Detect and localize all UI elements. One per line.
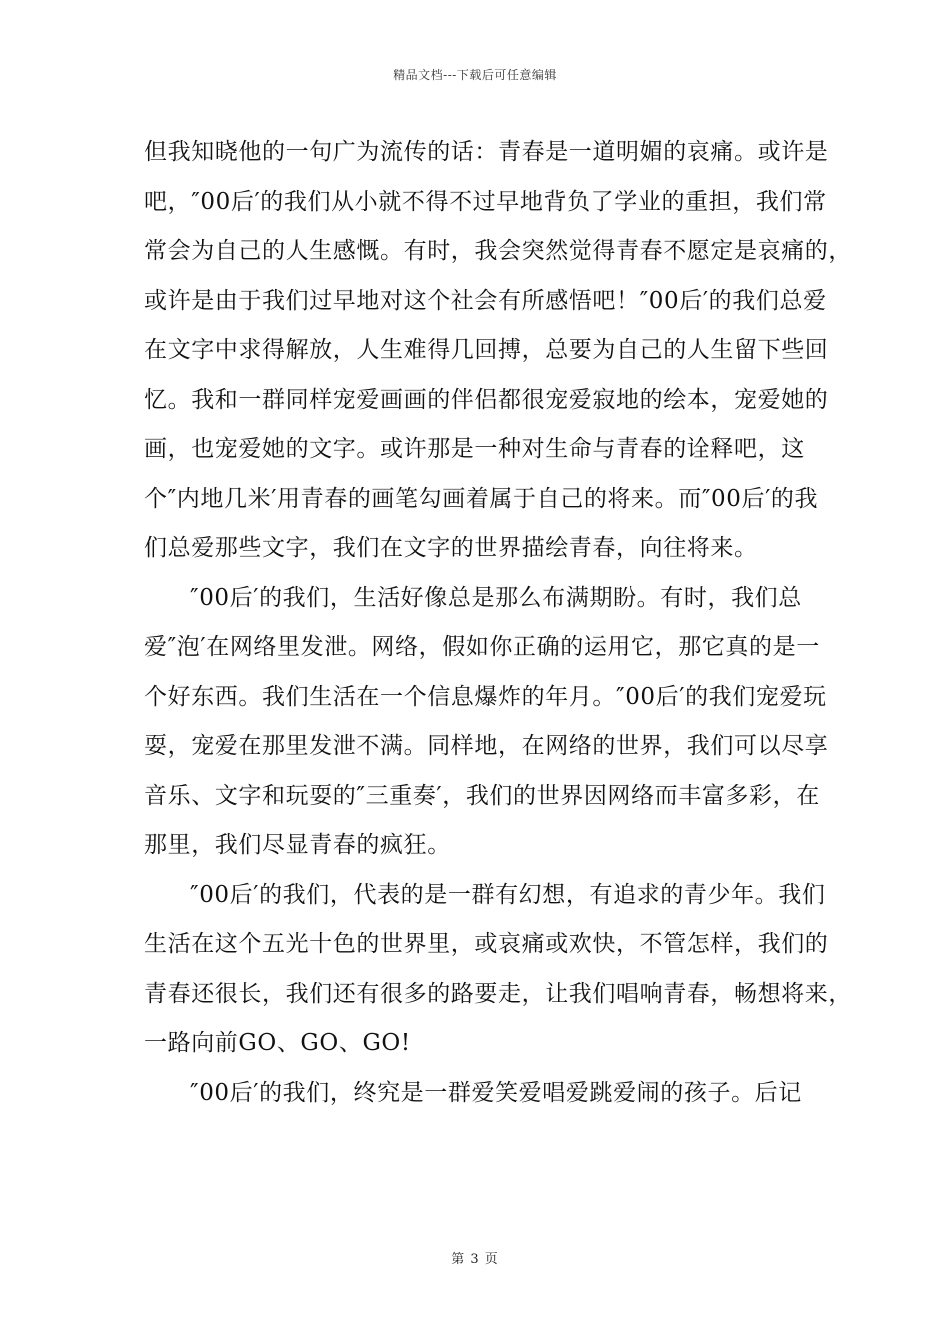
text-line: 一路向前GO、GO、GO! xyxy=(144,1030,411,1056)
page-number: 第 3 页 xyxy=(451,1252,499,1267)
text-line: 忆。我和一群同样宠爱画画的伴侣都很宠爱寂地的绘本，宠爱她的 xyxy=(144,386,829,413)
text-line: 生活在这个五光十色的世界里，或哀痛或欢快，不管怎样，我们的 xyxy=(144,931,829,957)
text-line: 们总爱那些文字，我们在文字的世界描绘青春，向往将来。 xyxy=(144,535,758,561)
text-line: 但我知晓他的一句广为流传的话：青春是一道明媚的哀痛。或许是 xyxy=(144,139,829,165)
document-body xyxy=(144,128,852,1118)
text-line: 在文字中求得解放，人生难得几回搏，总要为自己的人生留下些回 xyxy=(144,337,829,363)
text-line: 那里，我们尽显青春的疯狂。 xyxy=(144,832,451,858)
text-line: 青春还很长，我们还有很多的路要走，让我们唱响青春，畅想将来， xyxy=(144,980,852,1007)
text-line: 耍，宠爱在那里发泄不满。同样地，在网络的世界，我们可以尽享 xyxy=(144,733,829,759)
text-line: 爱″泡′在网络里发泄。网络，假如你正确的运用它，那它真的是一 xyxy=(144,634,820,660)
text-line: 画，也宠爱她的文字。或许那是一种对生命与青春的诠释吧，这 xyxy=(144,436,805,462)
text-line: ″00后′的我们，代表的是一群有幻想，有追求的青少年。我们 xyxy=(190,881,826,908)
text-line: 常会为自己的人生感慨。有时，我会突然觉得青春不愿定是哀痛的， xyxy=(144,238,852,264)
text-line: 吧，″00后′的我们从小就不得不过早地背负了学业的重担，我们常 xyxy=(144,188,827,215)
page-header: 精品文档---下载后可任意编辑 xyxy=(393,68,557,82)
text-line: ″00后′的我们，生活好像总是那么布满期盼。有时，我们总 xyxy=(190,584,802,611)
text-line: 个″内地几米′用青春的画笔勾画着属于自己的将来。而″00后′的我 xyxy=(144,485,819,512)
text-line: 音乐、文字和玩耍的″三重奏′，我们的世界因网络而丰富多彩，在 xyxy=(144,782,820,809)
text-line: 个好东西。我们生活在一个信息爆炸的年月。″00后′的我们宠爱玩 xyxy=(144,683,827,710)
text-line: 或许是由于我们过早地对这个社会有所感悟吧！″00后′的我们总爱 xyxy=(144,287,827,314)
text-line: ″00后′的我们，终究是一群爱笑爱唱爱跳爱闹的孩子。后记 xyxy=(190,1079,802,1106)
